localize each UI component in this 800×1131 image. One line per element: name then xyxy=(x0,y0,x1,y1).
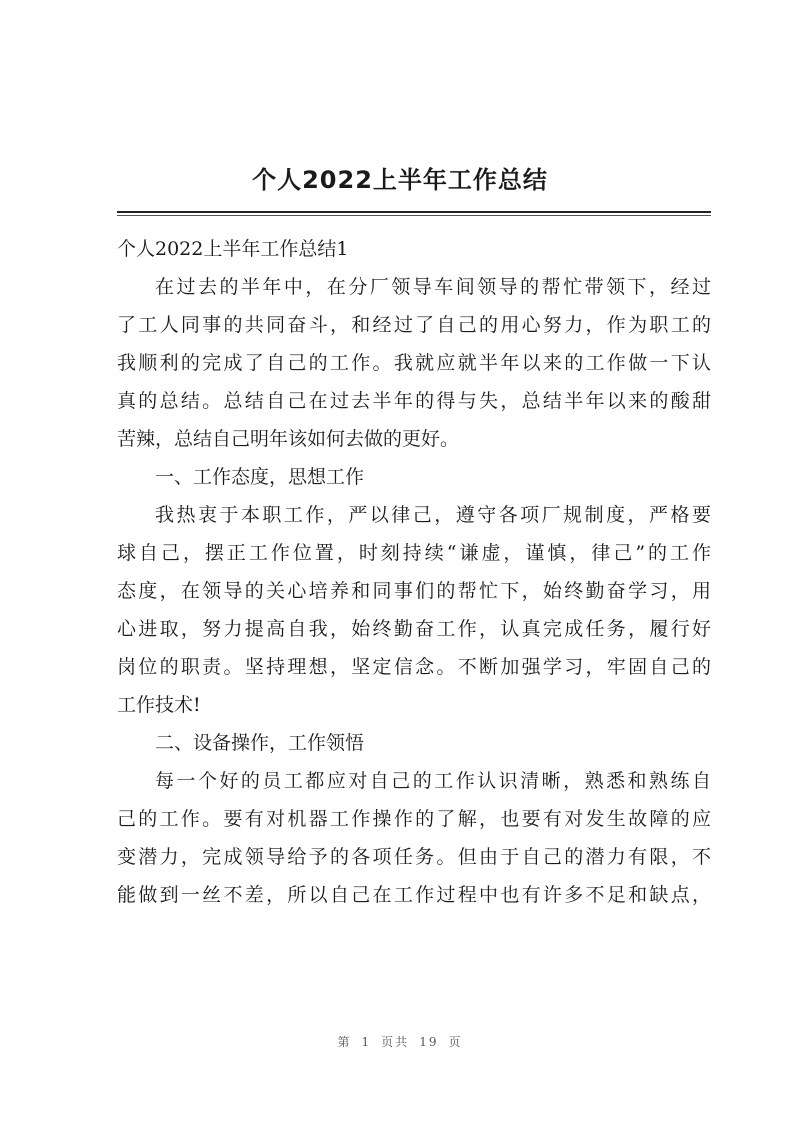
paragraph-line: 每一个好的员工都应对自己的工作认识清晰，熟悉和熟练自 xyxy=(155,770,711,792)
footer-page-number: 1 xyxy=(361,1035,372,1049)
paragraph-line: 能做到一丝不差，所以自己在工作过程中也有许多不足和缺点， xyxy=(117,884,711,906)
footer-page-label: 第 xyxy=(337,1035,352,1049)
paragraph-operation xyxy=(117,762,711,914)
page-title: 个人2022上半年工作总结 xyxy=(252,166,548,194)
section-subtitle: 个人2022上半年工作总结1 xyxy=(117,238,349,260)
section-heading-1: 一、工作态度，思想工作 xyxy=(155,466,365,488)
paragraph-attitude xyxy=(117,496,711,724)
paragraph-line: 了工人同事的共同奋斗，和经过了自己的用心努力，作为职工的 xyxy=(117,314,711,336)
paragraph-line: 心进取，努力提高自我，始终勤奋工作，认真完成任务，履行好 xyxy=(117,618,711,640)
page-footer xyxy=(0,1033,800,1050)
paragraph-line: 在过去的半年中，在分厂领导车间领导的帮忙带领下，经过 xyxy=(155,276,711,298)
paragraph-line: 真的总结。总结自己在过去半年的得与失，总结半年以来的酸甜 xyxy=(117,390,711,412)
section-heading-2: 二、设备操作，工作领悟 xyxy=(155,732,365,754)
footer-page-suffix: 页 xyxy=(448,1035,463,1049)
paragraph-line: 变潜力，完成领导给予的各项任务。但由于自己的潜力有限，不 xyxy=(117,846,711,868)
paragraph-line: 己的工作。要有对机器工作操作的了解，也要有对发生故障的应 xyxy=(117,808,711,830)
paragraph-line: 我顺利的完成了自己的工作。我就应就半年以来的工作做一下认 xyxy=(117,352,711,374)
footer-of-label: 页共 xyxy=(381,1035,410,1049)
paragraph-line: 苦辣，总结自己明年该如何去做的更好。 xyxy=(117,428,460,450)
paragraph-line: 球自己，摆正工作位置，时刻持续“谦虚，谨慎，律己”的工作 xyxy=(117,542,711,564)
paragraph-line: 态度，在领导的关心培养和同事们的帮忙下，始终勤奋学习，用 xyxy=(117,580,711,602)
paragraph-line: 我热衷于本职工作，严以律己，遵守各项厂规制度，严格要 xyxy=(155,504,711,526)
title-divider-thin xyxy=(117,215,711,216)
document-body xyxy=(117,230,711,914)
title-divider xyxy=(117,211,711,213)
paragraph-intro xyxy=(117,268,711,458)
footer-total-pages: 19 xyxy=(419,1035,439,1049)
paragraph-line: 岗位的职责。坚持理想，坚定信念。不断加强学习，牢固自己的 xyxy=(117,656,711,678)
paragraph-line: 工作技术! xyxy=(117,694,201,716)
